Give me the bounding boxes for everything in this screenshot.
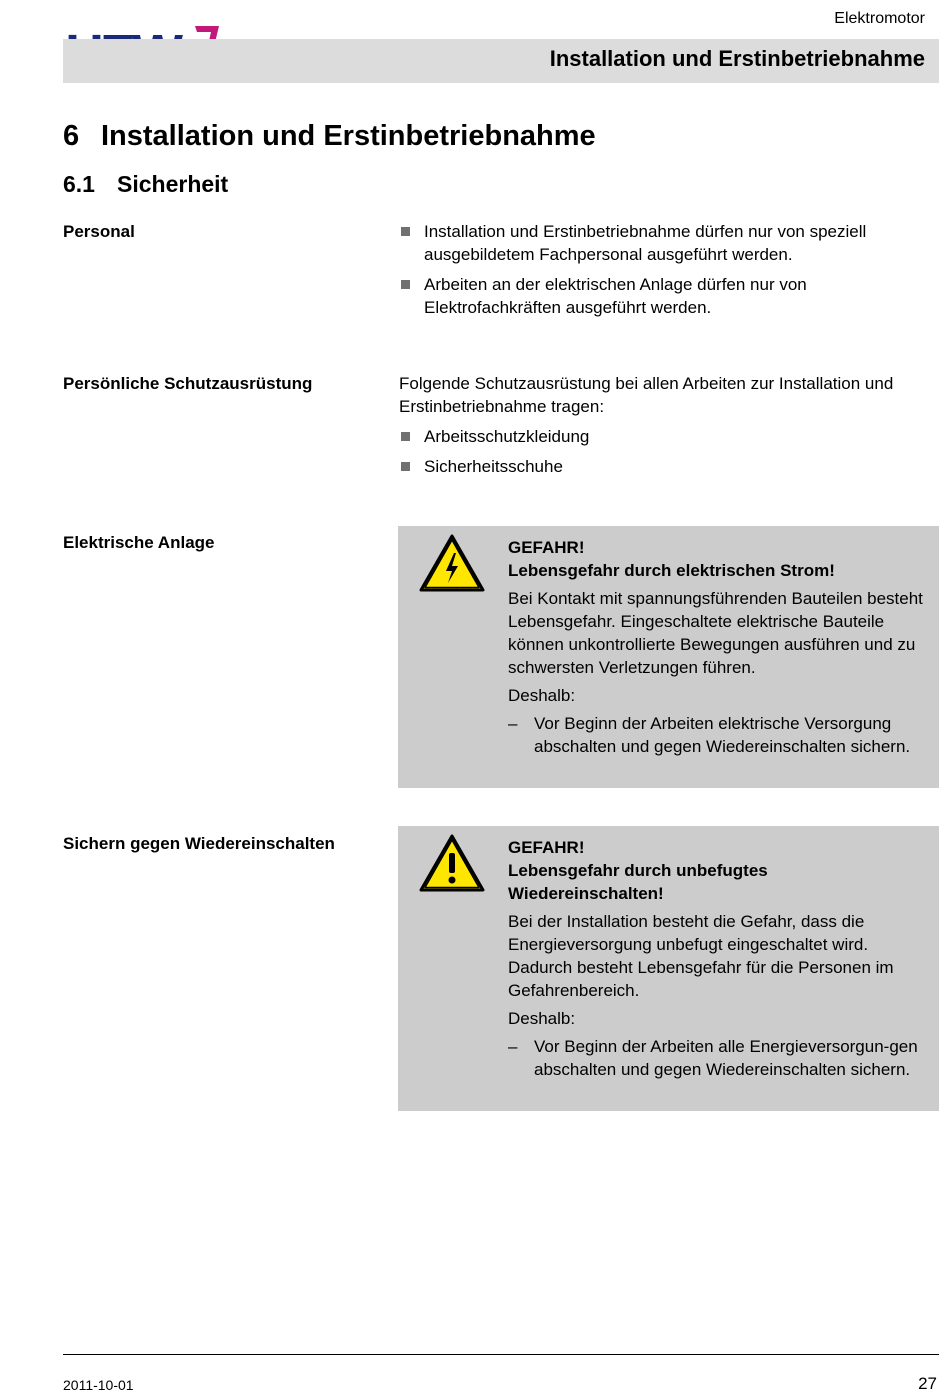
ppe-intro: Folgende Schutzausrüstung bei allen Arbeiten zur Installation und Erstinbetriebnahme tragen: [399, 374, 894, 416]
ppe-label: Persönliche Schutzausrüstung [63, 374, 313, 393]
personal-content [399, 220, 934, 326]
list-item: Installation und Erstinbetriebnahme dürfen nur von speziell ausgebildetem Fachpersonal ausgeführt werden. [399, 220, 934, 266]
ppe-list [399, 425, 934, 478]
footer-divider [63, 1354, 939, 1355]
warning-therefore: Deshalb: [508, 686, 576, 705]
warning-body: Bei Kontakt mit spannungsführenden Bauteilen besteht Lebensgefahr. Eingeschaltete elektrische Bauteile können unkontrollierte Bewegungen ausführen und zu schwersten Verletzungen führen. [508, 589, 923, 677]
list-item: Sicherheitsschuhe [399, 455, 934, 478]
list-item: Arbeiten an der elektrischen Anlage dürfen nur von Elektrofachkräften ausgeführt werden. [399, 273, 934, 319]
warning-headline: Lebensgefahr durch elektrischen Strom! [508, 561, 835, 580]
warning-signal-word: GEFAHR! [508, 538, 585, 557]
warning-headline: Lebensgefahr durch unbefugtes Wiedereinschalten! [508, 861, 768, 903]
footer-date: 2011-10-01 [63, 1377, 134, 1393]
chapter-title: Installation und Erstinbetriebnahme [101, 120, 596, 152]
bullet-square-icon [401, 462, 410, 471]
section-heading [63, 171, 228, 198]
personal-list [399, 220, 934, 319]
dash-marker: – [508, 714, 518, 733]
warning-action: – Vor Beginn der Arbeiten alle Energieversorgun-gen abschalten und gegen Wiedereinschalten sichern. [508, 1037, 918, 1079]
bullet-square-icon [401, 280, 410, 289]
warning-action: – Vor Beginn der Arbeiten elektrische Versorgung abschalten und gegen Wiedereinschalten sichern. [508, 714, 911, 756]
restart-label: Sichern gegen Wiedereinschalten [63, 834, 335, 853]
electrical-warning-box [398, 526, 939, 788]
list-item: Arbeitsschutzkleidung [399, 425, 934, 448]
general-warning-icon [418, 833, 486, 893]
chapter-number: 6 [63, 120, 80, 152]
bullet-square-icon [401, 227, 410, 236]
electrical-warning-text [508, 536, 925, 758]
warning-body: Bei der Installation besteht die Gefahr, dass die Energieversorgung unbefugt eingeschaltet wird. Dadurch besteht Lebensgefahr für die Personen im Gefahrenbereich. [508, 912, 894, 1000]
warning-therefore: Deshalb: [508, 1009, 576, 1028]
ppe-content [399, 372, 934, 485]
electric-hazard-icon [418, 533, 486, 593]
restart-warning-box [398, 826, 939, 1111]
bullet-square-icon [401, 432, 410, 441]
dash-marker: – [508, 1037, 518, 1056]
electrical-label: Elektrische Anlage [63, 533, 215, 552]
section-title: Sicherheit [117, 171, 229, 197]
page-number: 27 [918, 1374, 937, 1393]
section-number: 6.1 [63, 171, 95, 197]
chapter-heading [63, 120, 596, 153]
restart-warning-text [508, 836, 925, 1081]
personal-label: Personal [63, 222, 135, 241]
document-type: Elektromotor [834, 10, 925, 27]
header-title: Installation und Erstinbetriebnahme [549, 46, 925, 71]
warning-signal-word: GEFAHR! [508, 838, 585, 857]
